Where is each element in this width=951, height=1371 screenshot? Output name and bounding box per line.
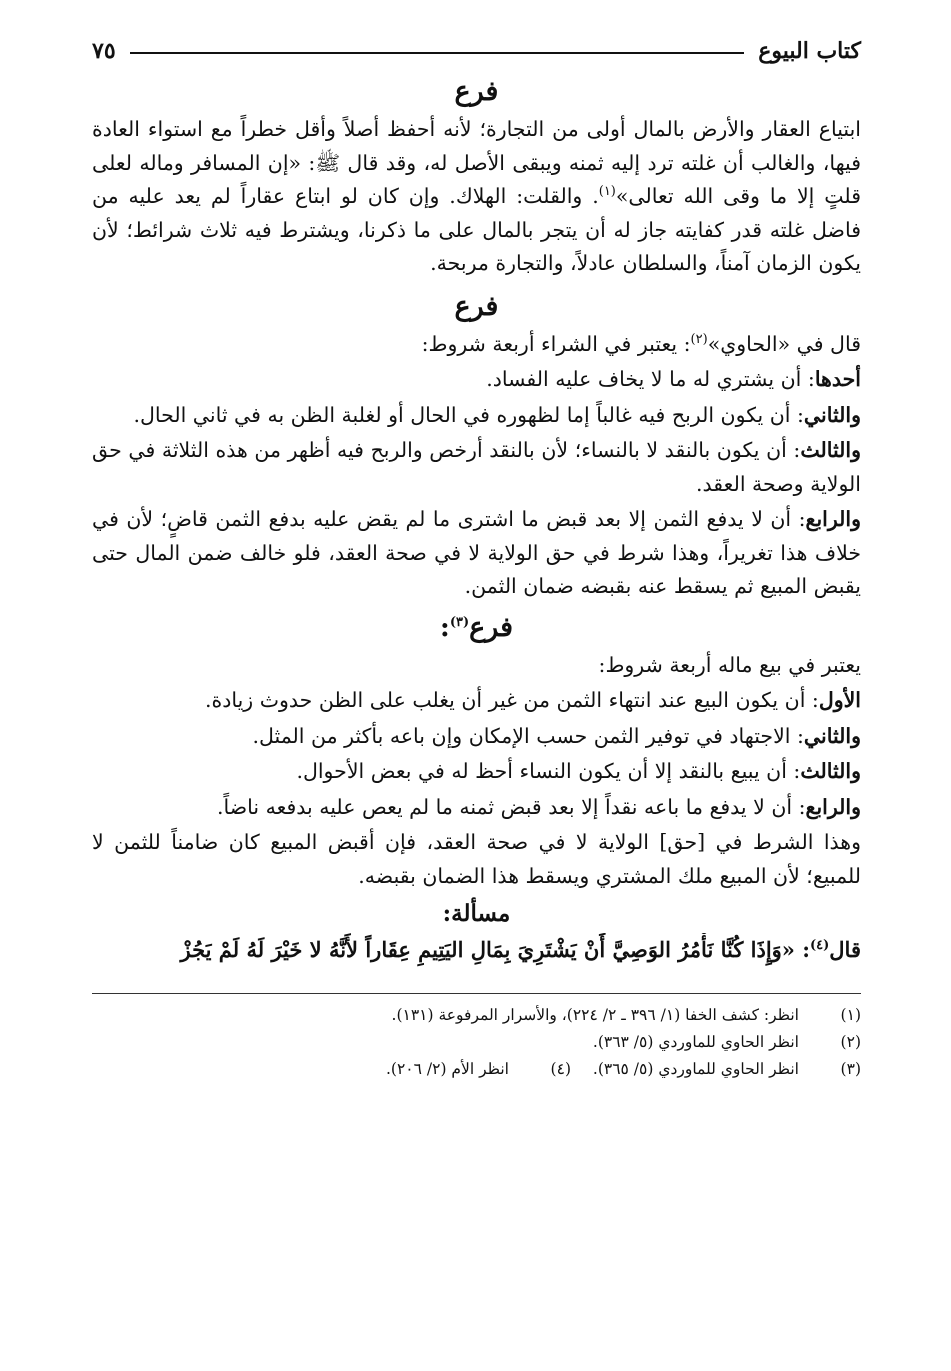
footnote xyxy=(281,1056,571,1083)
condition-item xyxy=(92,434,861,501)
footnote-text: انظر الحاوي للماوردي (٥/ ٣٦٣). xyxy=(592,1033,799,1052)
condition-item xyxy=(92,791,861,825)
section-far-3 xyxy=(92,610,861,894)
section-heading: مسألة: xyxy=(442,900,511,928)
condition-text: : أن يبيع بالنقد إلا أن يكون النساء أحظ له في بعض الأحوال. xyxy=(296,759,801,784)
condition-item xyxy=(92,684,861,718)
condition-text: : أن يكون البيع عند انتهاء الثمن من غير أن يغلب على الظن حدوث زيادة. xyxy=(204,688,819,713)
header-rule xyxy=(130,52,745,54)
condition-text: : أن يشتري له ما لا يخاف عليه الفساد. xyxy=(486,367,815,392)
footnote-ref: (١) xyxy=(598,184,616,200)
condition-lead: والثاني xyxy=(803,723,861,748)
footnotes xyxy=(92,1002,861,1083)
section-heading: فرع xyxy=(454,76,499,107)
condition-item xyxy=(92,503,861,604)
footnote-row xyxy=(92,1056,861,1083)
footnote xyxy=(92,1029,861,1056)
condition-item xyxy=(92,399,861,433)
condition-text: : الاجتهاد في توفير الثمن حسب الإمكان وإن باعه بأكثر من المثل. xyxy=(252,723,804,748)
quoted-text-line xyxy=(92,933,861,967)
section-far-2 xyxy=(92,289,861,604)
running-header xyxy=(92,34,861,68)
intro-text: : يعتبر في الشراء أربعة شروط: xyxy=(421,331,691,356)
paragraph-text: ابتياع العقار والأرض بالمال أولى من التجارة؛ لأنه أحفظ أصلاً وأقل خطراً مع استواء العادة فيها، والغالب أن غلته ترد إليه ثمنه ويبقى الأصل له، وقد قال ﷺ: «إن المسافر وماله لعلى قلتٍ إلا ما وقى الله تعالى» xyxy=(92,117,861,209)
section-intro xyxy=(92,328,861,362)
footnote xyxy=(92,1002,861,1029)
condition-text: : أن يكون بالنقد لا بالنساء؛ لأن بالنقد أرخص والربح فيه أظهر من هذه الثلاثة في حق الولاية وصحة العقد. xyxy=(92,438,861,496)
paragraph xyxy=(92,113,861,281)
footnote-ref: (٢) xyxy=(690,331,708,347)
footnote-number: (٢) xyxy=(840,1033,861,1052)
section-far-1 xyxy=(92,74,861,281)
section-intro: يعتبر في بيع ماله أربعة شروط: xyxy=(598,652,861,677)
closing-paragraph: وهذا الشرط في [حق] الولاية لا في صحة العقد، فإن أقبض المبيع كان ضامناً للثمن لا للمبيع؛ لأن المبيع ملك المشتري ويسقط هذا الضمان بقبضه. xyxy=(92,830,861,888)
condition-item xyxy=(92,363,861,397)
quote-text: : «وَإِذَا كُنَّا نَأْمُرُ الوَصِيَّ أَنْ يَشْتَرِيَ بِمَالِ اليَتِيمِ عِقَاراً لأَنَّهُ لا خَيْرَ لَهُ لَمْ يَجُزْ xyxy=(180,937,810,963)
section-heading: فرع xyxy=(454,290,499,322)
section-masala xyxy=(92,899,861,967)
condition-lead: والثاني xyxy=(803,402,861,427)
footnote-separator xyxy=(92,993,861,994)
condition-text: : أن لا يدفع الثمن إلا بعد قبض ما اشترى ما لم يقض عليه بدفع الثمن قاضٍ؛ لأن في خلاف هذا تغريراً، وهذا شرط في حق الولاية لا في صحة العقد، فلو خالف ضمن المال حتى يقبض المبيع ثم يسقط عنه بقبضه ضمان الثمن. xyxy=(92,507,861,599)
condition-item xyxy=(92,720,861,754)
condition-lead: والرابع xyxy=(805,794,861,819)
section-heading xyxy=(92,610,861,645)
condition-lead: والثالث xyxy=(800,759,861,784)
condition-lead: والثالث xyxy=(800,438,861,463)
footnote-text: انظر: كشف الخفا (١/ ٣٩٦ ـ ٢/ ٢٢٤)، والأسرار المرفوعة (١٣١). xyxy=(391,1006,799,1025)
heading-suffix: : xyxy=(439,611,450,643)
footnote-text: انظر الأم (٢/ ٢٠٦). xyxy=(386,1060,509,1079)
condition-lead: أحدها xyxy=(814,367,861,392)
footnote-number: (٤) xyxy=(550,1060,571,1079)
condition-text: : أن يكون الربح فيه غالباً إما لظهوره في الحال أو لغلبة الظن به في ثاني الحال. xyxy=(133,402,804,427)
page-number: ٧٥ xyxy=(92,38,116,64)
condition-lead: والرابع xyxy=(805,507,861,532)
footnote-ref: (٤) xyxy=(810,938,830,954)
footnote-number: (٣) xyxy=(840,1060,861,1079)
condition-lead: الأول xyxy=(818,688,861,713)
quote-prefix: قال xyxy=(829,937,861,963)
footnote xyxy=(571,1056,861,1083)
condition-item xyxy=(92,755,861,789)
running-title: كتاب البيوع xyxy=(758,38,861,64)
intro-text: قال في «الحاوي» xyxy=(707,331,861,356)
footnote-number: (١) xyxy=(840,1006,861,1025)
footnote-ref: (٣) xyxy=(449,614,470,630)
heading-text: فرع xyxy=(469,611,514,643)
condition-text: : أن لا يدفع ما باعه نقداً إلا بعد قبض ثمنه ما لم يعص عليه بدفعه ناضاً. xyxy=(216,794,806,819)
paragraph-text: . والقلت: الهلاك. وإن كان لو ابتاع عقاراً لم يعد عليه من فاضل غلته قدر كفايته جاز له أن يتجر بالمال على ما ذكرنا، ويشترط فيه ثلاث شرائط؛ لأن يكون الزمان آمناً، والسلطان عادلاً، والتجارة مربحة. xyxy=(92,184,861,276)
footnote-text: انظر الحاوي للماوردي (٥/ ٣٦٥). xyxy=(592,1060,799,1079)
